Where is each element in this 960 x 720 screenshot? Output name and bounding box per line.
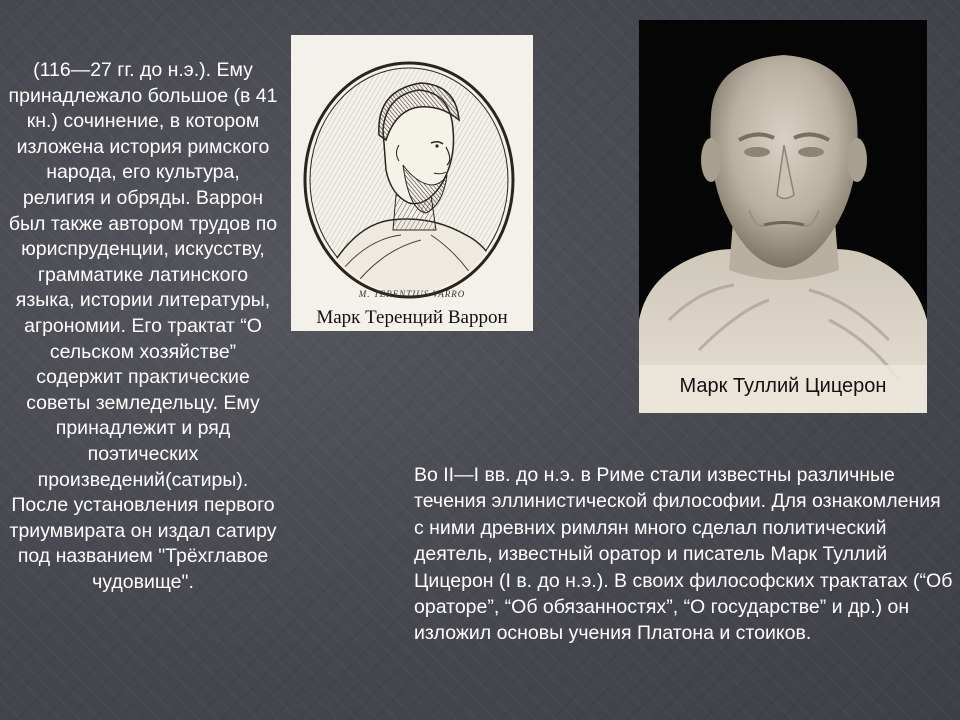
varro-description-text: (116—27 гг. до н.э.). Ему принадлежало большое (в 41 кн.) сочинение, в котором изложена история римского народа, его культура, религия и обряды. Варрон был также автором трудов по юриспруденции, искусству, грамматике латинского языка, истории литературы, агрономии. Его трактат “О сельском хозяйстве” содержит практические советы земледельцу. Ему принадлежит и ряд поэтических произведений(сатиры). После установления первого триумвирата он издал сатиру под названием "Трёхглавое чудовище". — [8, 59, 278, 593]
varro-caption: Марк Теренций Варрон — [316, 307, 508, 328]
cicero-caption: Марк Туллий Цицерон — [679, 375, 887, 397]
varro-latin-inscription: M. TERENTIUS VARRO — [358, 289, 466, 299]
varro-engraving-image — [291, 35, 533, 331]
varro-portrait — [291, 35, 533, 331]
cicero-portrait — [639, 20, 927, 413]
cicero-description-text: Во II—I вв. до н.э. в Риме стали известны различные течения эллинистической философии. Для ознакомления с ними древних римлян много сделал политический деятель, известный оратор и писатель Марк Туллий Цицерон (I в. до н.э.). В своих философских трактатах (“Об ораторе”, “Об обязанностях”, “О государстве” и др.) он изложил основы учения Платона и стоиков. — [414, 464, 953, 645]
cicero-bust-image — [639, 20, 927, 413]
